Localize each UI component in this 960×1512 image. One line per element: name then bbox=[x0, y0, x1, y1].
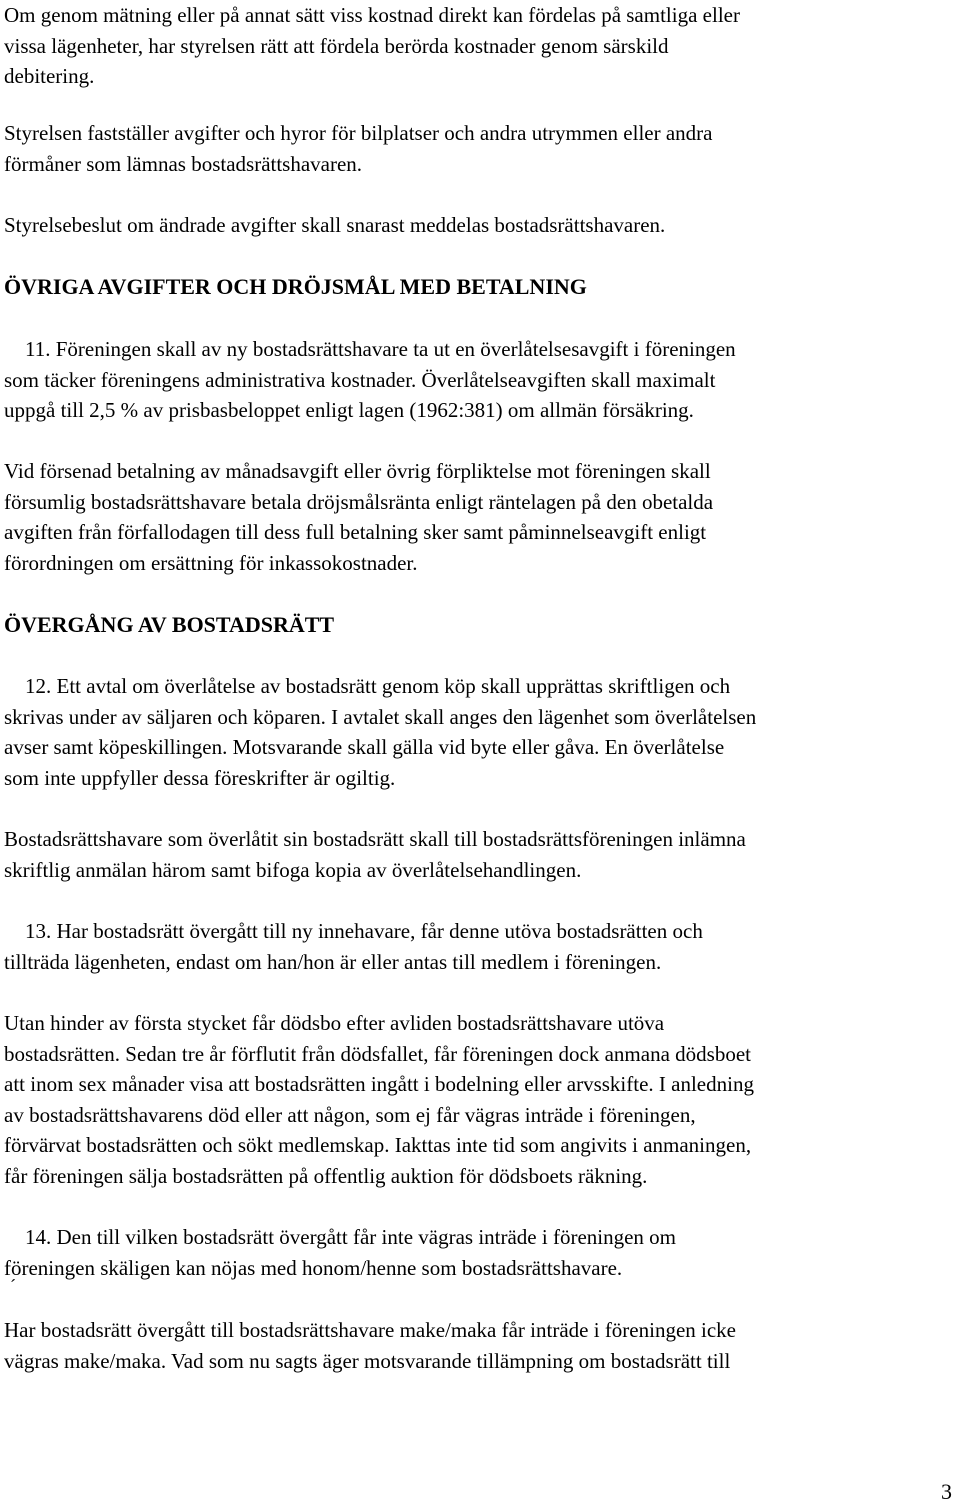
page-number: 3 bbox=[941, 1479, 952, 1504]
paragraph-section-14 bbox=[4, 1222, 954, 1283]
paragraph-spouse bbox=[4, 1315, 954, 1376]
text-line: Har bostadsrätt övergått till bostadsrättshavare make/maka får inträde i föreningen icke bbox=[4, 1318, 737, 1342]
section-heading-transfer: ÖVERGÅNG AV BOSTADSRÄTT bbox=[4, 612, 335, 637]
text-line: förvärvat bostadsrätten och sökt medlemskap. Iakttas inte tid som angivits i anmaningen, bbox=[4, 1133, 752, 1157]
text-line: uppgå till 2,5 % av prisbasbeloppet enligt lagen (1962:381) om allmän försäkring. bbox=[4, 398, 694, 422]
stray-accent-mark: ´ bbox=[10, 1276, 16, 1296]
text-line: 13. Har bostadsrätt övergått till ny innehavare, får denne utöva bostadsrätten och bbox=[25, 919, 703, 943]
text-line: 11. Föreningen skall av ny bostadsrättshavare ta ut en överlåtelsesavgift i föreningen bbox=[25, 337, 736, 361]
text-line: som inte uppfyller dessa föreskrifter är ogiltig. bbox=[4, 765, 396, 790]
text-line: skrivas under av säljaren och köparen. I avtalet skall anges den lägenhet som överlåtelsen bbox=[4, 704, 757, 729]
paragraph-section-12 bbox=[4, 671, 954, 793]
text-line: förmåner som lämnas bostadsrättshavaren. bbox=[4, 151, 363, 176]
text-line: får föreningen sälja bostadsrätten på offentlig auktion för dödsboets räkning. bbox=[4, 1163, 648, 1188]
text-line: Om genom mätning eller på annat sätt viss kostnad direkt kan fördelas på samtliga eller bbox=[4, 3, 740, 27]
text-line: Utan hinder av första stycket får dödsbo efter avliden bostadsrättshavare utöva bbox=[4, 1011, 665, 1035]
paragraph-board-decision bbox=[4, 210, 954, 241]
paragraph-transfer-notice bbox=[4, 824, 954, 885]
text-line: vissa lägenheter, har styrelsen rätt att fördela berörda kostnader genom särskild bbox=[4, 33, 669, 58]
text-line: att inom sex månader visa att bostadsrätten ingått i bodelning eller arvsskifte. I anledning bbox=[4, 1072, 754, 1096]
paragraph-estate bbox=[4, 1008, 954, 1191]
paragraph-section-13 bbox=[4, 916, 954, 977]
text-line: tillträda lägenheten, endast om han/hon är eller antas till medlem i föreningen. bbox=[4, 949, 662, 974]
text-line: 12. Ett avtal om överlåtelse av bostadsrätt genom köp skall upprättas skriftligen och bbox=[25, 674, 731, 698]
text-line: avgiften från förfallodagen till dess full betalning sker samt påminnelseavgift enligt bbox=[4, 520, 707, 544]
text-line: 14. Den till vilken bostadsrätt övergått får inte vägras inträde i föreningen om bbox=[25, 1225, 677, 1249]
text-line: Styrelsen fastställer avgifter och hyror för bilplatser och andra utrymmen eller andra bbox=[4, 121, 713, 145]
text-line: Styrelsebeslut om ändrade avgifter skall snarast meddelas bostadsrättshavaren. bbox=[4, 213, 666, 237]
paragraph-section-11 bbox=[4, 334, 954, 426]
text-line: vägras make/maka. Vad som nu sagts äger motsvarande tillämpning om bostadsrätt till bbox=[4, 1348, 731, 1373]
section-heading-other-fees: ÖVRIGA AVGIFTER OCH DRÖJSMÅL MED BETALNING bbox=[4, 274, 587, 299]
text-line: bostadsrätten. Sedan tre år förflutit från dödsfallet, får föreningen dock anmana dödsboet bbox=[4, 1041, 751, 1066]
text-line: Bostadsrättshavare som överlåtit sin bostadsrätt skall till bostadsrättsföreningen inlämna bbox=[4, 827, 746, 851]
paragraph-direct-costs bbox=[4, 0, 954, 92]
text-line: Vid försenad betalning av månadsavgift eller övrig förpliktelse mot föreningen skall bbox=[4, 459, 711, 483]
text-line: som täcker föreningens administrativa kostnader. Överlåtelseavgiften skall maximalt bbox=[4, 367, 716, 392]
text-line: debitering. bbox=[4, 64, 95, 88]
text-line: förordningen om ersättning för inkassokostnader. bbox=[4, 550, 418, 575]
text-line: försumlig bostadsrättshavare betala dröjsmålsränta enligt räntelagen på den obetalda bbox=[4, 489, 714, 514]
text-line: av bostadsrättshavarens död eller att någon, som ej får vägras inträde i föreningen, bbox=[4, 1102, 696, 1127]
paragraph-late-payment bbox=[4, 456, 954, 578]
text-line: skriftlig anmälan härom samt bifoga kopia av överlåtelsehandlingen. bbox=[4, 857, 582, 882]
text-line: avser samt köpeskillingen. Motsvarande skall gälla vid byte eller gåva. En överlåtelse bbox=[4, 735, 725, 759]
text-line: föreningen skäligen kan nöjas med honom/henne som bostadsrättshavare. bbox=[4, 1255, 623, 1280]
paragraph-parking-fees bbox=[4, 118, 954, 179]
